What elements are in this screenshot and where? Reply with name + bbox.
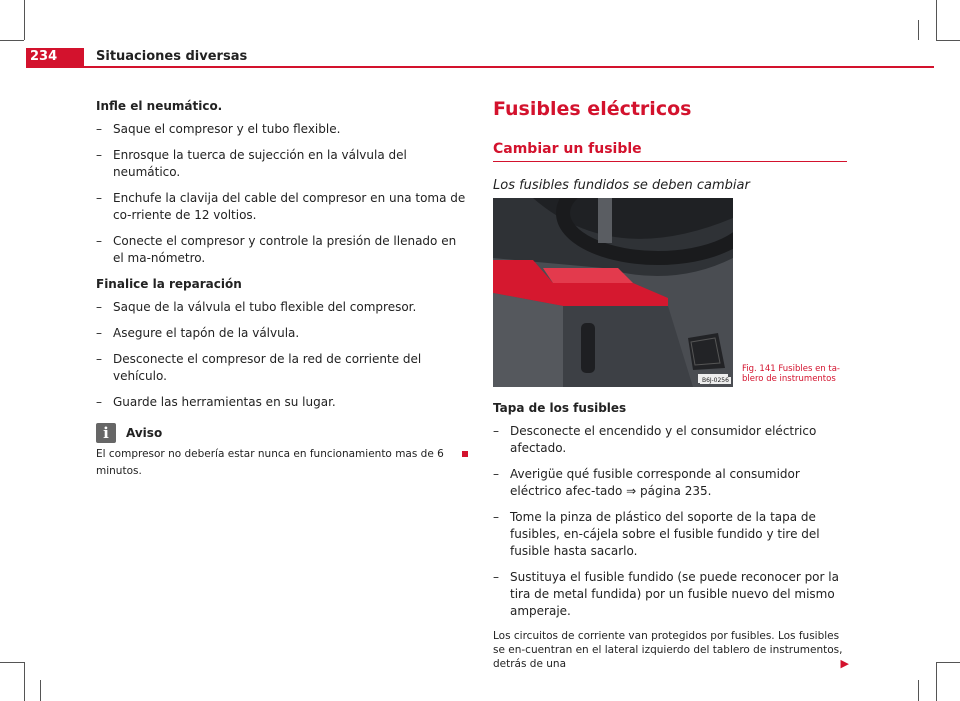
section-title: Situaciones diversas: [96, 49, 248, 64]
list-item: – Averigüe qué fusible corresponde al consumidor eléctrico afec-tado ⇒ página 235.: [493, 467, 800, 498]
fuse-list: [493, 423, 849, 620]
figure-caption: Fig. 141 Fusibles en ta-blero de instrumentos: [742, 364, 841, 384]
crop-mark: [24, 662, 25, 701]
list-item: – Saque el compresor y el tubo flexible.: [96, 122, 341, 136]
note-title: Aviso: [126, 425, 163, 440]
header-rule: [26, 66, 934, 68]
fuse-panel-figure: [493, 198, 733, 387]
arrow-right-icon: ▶: [840, 657, 849, 670]
lead-text: Los fusibles fundidos se deben cambiar: [493, 178, 750, 193]
crop-mark: [918, 680, 919, 701]
left-column: [96, 98, 468, 480]
list-item: – Saque de la válvula el tubo flexible del compresor.: [96, 300, 417, 314]
chapter-title: Fusibles eléctricos: [493, 98, 692, 120]
note-text: El compresor no debería estar nunca en funcionamiento mas de 6 minutos.: [96, 446, 468, 480]
block-title: Tapa de los fusibles: [493, 401, 627, 415]
body-paragraph: Los circuitos de corriente van protegidos por fusibles. Los fusibles se en-cuentran en el lateral izquierdo del tablero de instrumentos, detrás de una ▶: [493, 630, 849, 670]
list-item: – Desconecte el encendido y el consumidor eléctrico afectado.: [493, 424, 817, 455]
page-header: [0, 0, 960, 70]
list-item: – Conecte el compresor y controle la presión de llenado en el ma-nómetro.: [96, 234, 457, 265]
step2-list: [96, 299, 468, 411]
crop-mark: [936, 662, 937, 701]
list-item: – Tome la pinza de plástico del soporte de la tapa de fusibles, en-cájela sobre el fusible fundido y tire del fusible hasta sacarlo.: [493, 510, 820, 558]
right-column: [493, 98, 849, 194]
page-number: 234: [26, 48, 84, 66]
step1-title: Infle el neumático.: [96, 99, 223, 113]
list-item: – Enrosque la tuerca de sujección en la válvula del neumático.: [96, 148, 407, 179]
end-marker-icon: [462, 451, 468, 457]
step1-list: [96, 121, 468, 267]
list-item: – Enchufe la clavija del cable del compresor en una toma de co-rriente de 12 voltios.: [96, 191, 466, 222]
dashboard-illustration: [493, 198, 733, 387]
list-item: – Guarde las herramientas en su lugar.: [96, 395, 336, 409]
info-icon: i: [96, 423, 116, 443]
crop-mark: [936, 662, 960, 663]
crop-mark: [0, 662, 24, 663]
list-item: – Desconecte el compresor de la red de corriente del vehículo.: [96, 352, 422, 383]
fuse-steps: [493, 400, 849, 671]
step2-title: Finalice la reparación: [96, 277, 242, 291]
list-item: – Asegure el tapón de la válvula.: [96, 326, 300, 340]
section-rule: [493, 161, 847, 162]
list-item: – Sustituya el fusible fundido (se puede reconocer por la tira de metal fundida) por un fusible nuevo del mismo amperaje.: [493, 570, 839, 618]
note-header: [96, 423, 468, 443]
figure-code: B6J-0256: [702, 377, 729, 384]
section-heading: Cambiar un fusible: [493, 141, 642, 157]
crop-mark: [40, 680, 41, 701]
